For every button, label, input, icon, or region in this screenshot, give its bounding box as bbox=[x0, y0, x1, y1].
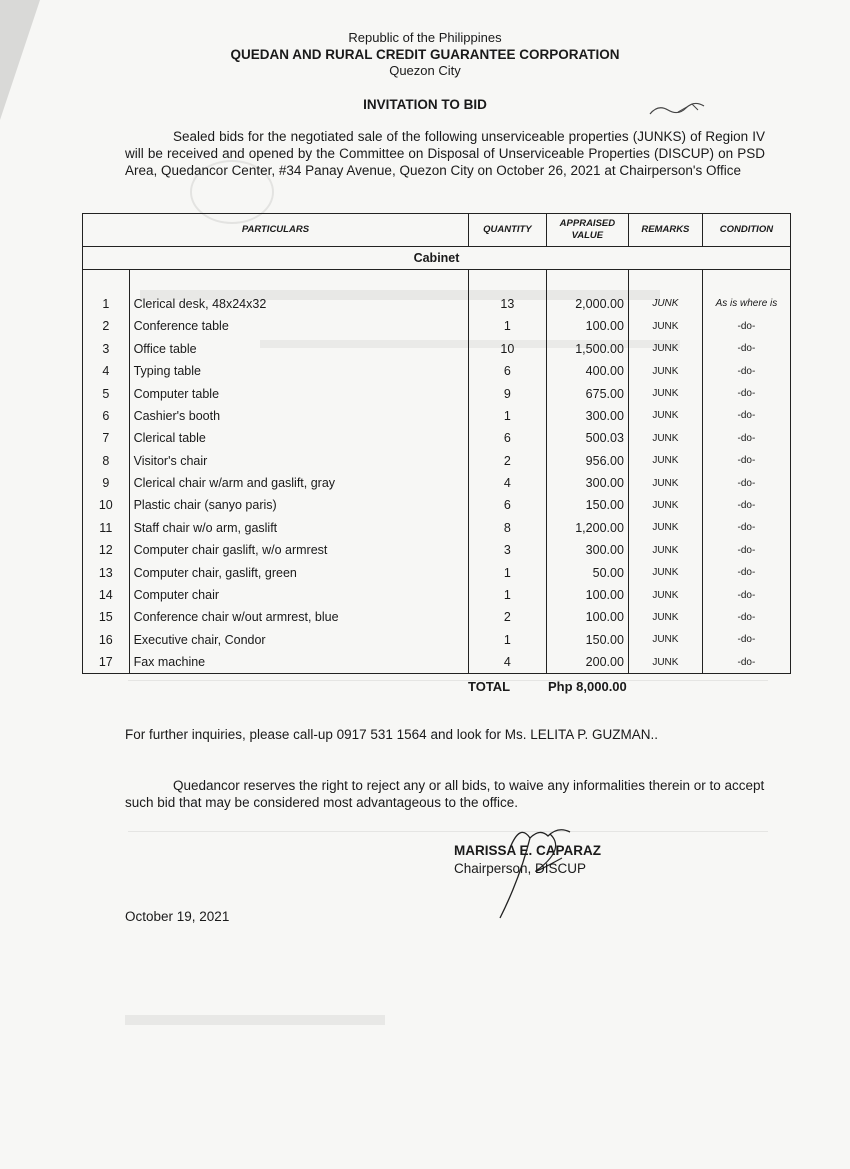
row-number: 8 bbox=[83, 450, 130, 472]
table-row bbox=[83, 315, 791, 337]
row-number: 12 bbox=[83, 539, 130, 561]
row-quantity: 1 bbox=[468, 405, 546, 427]
row-particular: Executive chair, Condor bbox=[129, 629, 468, 651]
row-number: 11 bbox=[83, 517, 130, 539]
row-number: 1 bbox=[83, 293, 130, 315]
row-particular: Fax machine bbox=[129, 651, 468, 674]
row-remarks: JUNK bbox=[628, 651, 702, 674]
category-label: Cabinet bbox=[83, 247, 791, 270]
row-quantity: 1 bbox=[468, 315, 546, 337]
row-number: 16 bbox=[83, 629, 130, 651]
row-remarks: JUNK bbox=[628, 629, 702, 651]
table-row bbox=[83, 360, 791, 382]
row-quantity: 2 bbox=[468, 606, 546, 628]
row-number: 7 bbox=[83, 427, 130, 449]
row-condition: -do- bbox=[702, 427, 790, 449]
row-appraised-value: 675.00 bbox=[546, 382, 628, 404]
row-condition: -do- bbox=[702, 360, 790, 382]
row-appraised-value: 100.00 bbox=[546, 606, 628, 628]
row-condition: As is where is bbox=[702, 293, 790, 315]
row-particular: Clerical table bbox=[129, 427, 468, 449]
corporation-name: QUEDAN AND RURAL CREDIT GUARANTEE CORPORATION bbox=[230, 47, 620, 62]
row-appraised-value: 300.00 bbox=[546, 405, 628, 427]
row-appraised-value: 150.00 bbox=[546, 629, 628, 651]
table-row bbox=[83, 382, 791, 404]
row-particular: Cashier's booth bbox=[129, 405, 468, 427]
row-remarks: JUNK bbox=[628, 561, 702, 583]
table-row bbox=[83, 651, 791, 674]
table-header-row bbox=[83, 214, 791, 247]
total-value: Php 8,000.00 bbox=[548, 679, 627, 694]
row-quantity: 9 bbox=[468, 382, 546, 404]
row-remarks: JUNK bbox=[628, 472, 702, 494]
row-remarks: JUNK bbox=[628, 539, 702, 561]
row-quantity: 3 bbox=[468, 539, 546, 561]
row-quantity: 8 bbox=[468, 517, 546, 539]
spacer-row bbox=[83, 270, 791, 293]
row-particular: Visitor's chair bbox=[129, 450, 468, 472]
row-quantity: 6 bbox=[468, 494, 546, 516]
row-remarks: JUNK bbox=[628, 293, 702, 315]
row-quantity: 1 bbox=[468, 629, 546, 651]
row-particular: Conference chair w/out armrest, blue bbox=[129, 606, 468, 628]
row-particular: Computer table bbox=[129, 382, 468, 404]
row-condition: -do- bbox=[702, 606, 790, 628]
row-appraised-value: 400.00 bbox=[546, 360, 628, 382]
row-particular: Computer chair gaslift, w/o armrest bbox=[129, 539, 468, 561]
table-row bbox=[83, 472, 791, 494]
row-condition: -do- bbox=[702, 450, 790, 472]
row-condition: -do- bbox=[702, 494, 790, 516]
row-quantity: 2 bbox=[468, 450, 546, 472]
table-row bbox=[83, 539, 791, 561]
table-row bbox=[83, 629, 791, 651]
table-row bbox=[83, 561, 791, 583]
row-appraised-value: 300.00 bbox=[546, 472, 628, 494]
republic-line: Republic of the Philippines bbox=[348, 30, 502, 45]
row-particular: Computer chair bbox=[129, 584, 468, 606]
row-appraised-value: 100.00 bbox=[546, 315, 628, 337]
row-appraised-value: 1,200.00 bbox=[546, 517, 628, 539]
properties-table bbox=[82, 213, 791, 674]
row-quantity: 13 bbox=[468, 293, 546, 315]
header-condition: CONDITION bbox=[702, 214, 790, 247]
table-row bbox=[83, 405, 791, 427]
row-number: 15 bbox=[83, 606, 130, 628]
row-remarks: JUNK bbox=[628, 427, 702, 449]
row-particular: Office table bbox=[129, 338, 468, 360]
row-particular: Computer chair, gaslift, green bbox=[129, 561, 468, 583]
city-line: Quezon City bbox=[389, 63, 461, 78]
row-number: 4 bbox=[83, 360, 130, 382]
table-row bbox=[83, 338, 791, 360]
document-date: October 19, 2021 bbox=[125, 909, 230, 924]
row-number: 9 bbox=[83, 472, 130, 494]
row-particular: Clerical desk, 48x24x32 bbox=[129, 293, 468, 315]
row-condition: -do- bbox=[702, 517, 790, 539]
row-remarks: JUNK bbox=[628, 606, 702, 628]
row-condition: -do- bbox=[702, 651, 790, 674]
row-number: 2 bbox=[83, 315, 130, 337]
total-label: TOTAL bbox=[468, 679, 511, 694]
row-condition: -do- bbox=[702, 315, 790, 337]
row-remarks: JUNK bbox=[628, 584, 702, 606]
row-remarks: JUNK bbox=[628, 382, 702, 404]
row-appraised-value: 50.00 bbox=[546, 561, 628, 583]
row-quantity: 4 bbox=[468, 651, 546, 674]
row-condition: -do- bbox=[702, 539, 790, 561]
row-condition: -do- bbox=[702, 338, 790, 360]
row-number: 5 bbox=[83, 382, 130, 404]
row-condition: -do- bbox=[702, 629, 790, 651]
header-remarks: REMARKS bbox=[628, 214, 702, 247]
row-remarks: JUNK bbox=[628, 405, 702, 427]
table-row bbox=[83, 517, 791, 539]
signatory-role: Chairperson, DISCUP bbox=[454, 861, 587, 876]
row-number: 14 bbox=[83, 584, 130, 606]
row-quantity: 6 bbox=[468, 427, 546, 449]
row-remarks: JUNK bbox=[628, 338, 702, 360]
row-particular: Clerical chair w/arm and gaslift, gray bbox=[129, 472, 468, 494]
table-row bbox=[83, 293, 791, 315]
reservation-paragraph: Quedancor reserves the right to reject any or all bids, to waive any informalities therein or to accept such bid that may be considered most advantageous to the office. bbox=[125, 778, 765, 810]
row-condition: -do- bbox=[702, 382, 790, 404]
table-row bbox=[83, 584, 791, 606]
row-remarks: JUNK bbox=[628, 494, 702, 516]
signatory-name: MARISSA E. CAPARAZ bbox=[454, 843, 602, 858]
row-quantity: 1 bbox=[468, 584, 546, 606]
row-appraised-value: 1,500.00 bbox=[546, 338, 628, 360]
row-remarks: JUNK bbox=[628, 517, 702, 539]
row-appraised-value: 500.03 bbox=[546, 427, 628, 449]
row-quantity: 1 bbox=[468, 561, 546, 583]
row-particular: Plastic chair (sanyo paris) bbox=[129, 494, 468, 516]
header-appraised-value: APPRAISED VALUE bbox=[546, 214, 628, 247]
table-row bbox=[83, 427, 791, 449]
row-number: 17 bbox=[83, 651, 130, 674]
table-row bbox=[83, 494, 791, 516]
intro-paragraph: Sealed bids for the negotiated sale of the following unserviceable properties (JUNKS) of Region IV will be received and opened by the Committee on Disposal of Unserviceable Properties (DISCUP) on PSD Area, Quedancor Center, #34 Panay Avenue, Quezon City on October 26, 2021 at Chairperson's Office bbox=[125, 129, 765, 178]
row-number: 3 bbox=[83, 338, 130, 360]
row-quantity: 4 bbox=[468, 472, 546, 494]
row-particular: Staff chair w/o arm, gaslift bbox=[129, 517, 468, 539]
row-condition: -do- bbox=[702, 472, 790, 494]
row-remarks: JUNK bbox=[628, 450, 702, 472]
page-title: INVITATION TO BID bbox=[363, 97, 487, 112]
row-number: 6 bbox=[83, 405, 130, 427]
row-remarks: JUNK bbox=[628, 315, 702, 337]
category-row bbox=[83, 247, 791, 270]
table-row bbox=[83, 606, 791, 628]
table-row bbox=[83, 450, 791, 472]
row-condition: -do- bbox=[702, 584, 790, 606]
row-appraised-value: 200.00 bbox=[546, 651, 628, 674]
letterhead bbox=[0, 30, 850, 79]
row-number: 13 bbox=[83, 561, 130, 583]
row-condition: -do- bbox=[702, 561, 790, 583]
row-quantity: 10 bbox=[468, 338, 546, 360]
row-remarks: JUNK bbox=[628, 360, 702, 382]
row-appraised-value: 300.00 bbox=[546, 539, 628, 561]
row-condition: -do- bbox=[702, 405, 790, 427]
header-particulars: PARTICULARS bbox=[83, 214, 469, 247]
row-particular: Conference table bbox=[129, 315, 468, 337]
inquiry-text: For further inquiries, please call-up 0917 531 1564 and look for Ms. LELITA P. GUZMAN.. bbox=[125, 727, 659, 742]
row-appraised-value: 100.00 bbox=[546, 584, 628, 606]
row-quantity: 6 bbox=[468, 360, 546, 382]
row-number: 10 bbox=[83, 494, 130, 516]
header-quantity: QUANTITY bbox=[468, 214, 546, 247]
row-appraised-value: 2,000.00 bbox=[546, 293, 628, 315]
row-appraised-value: 150.00 bbox=[546, 494, 628, 516]
row-appraised-value: 956.00 bbox=[546, 450, 628, 472]
row-particular: Typing table bbox=[129, 360, 468, 382]
